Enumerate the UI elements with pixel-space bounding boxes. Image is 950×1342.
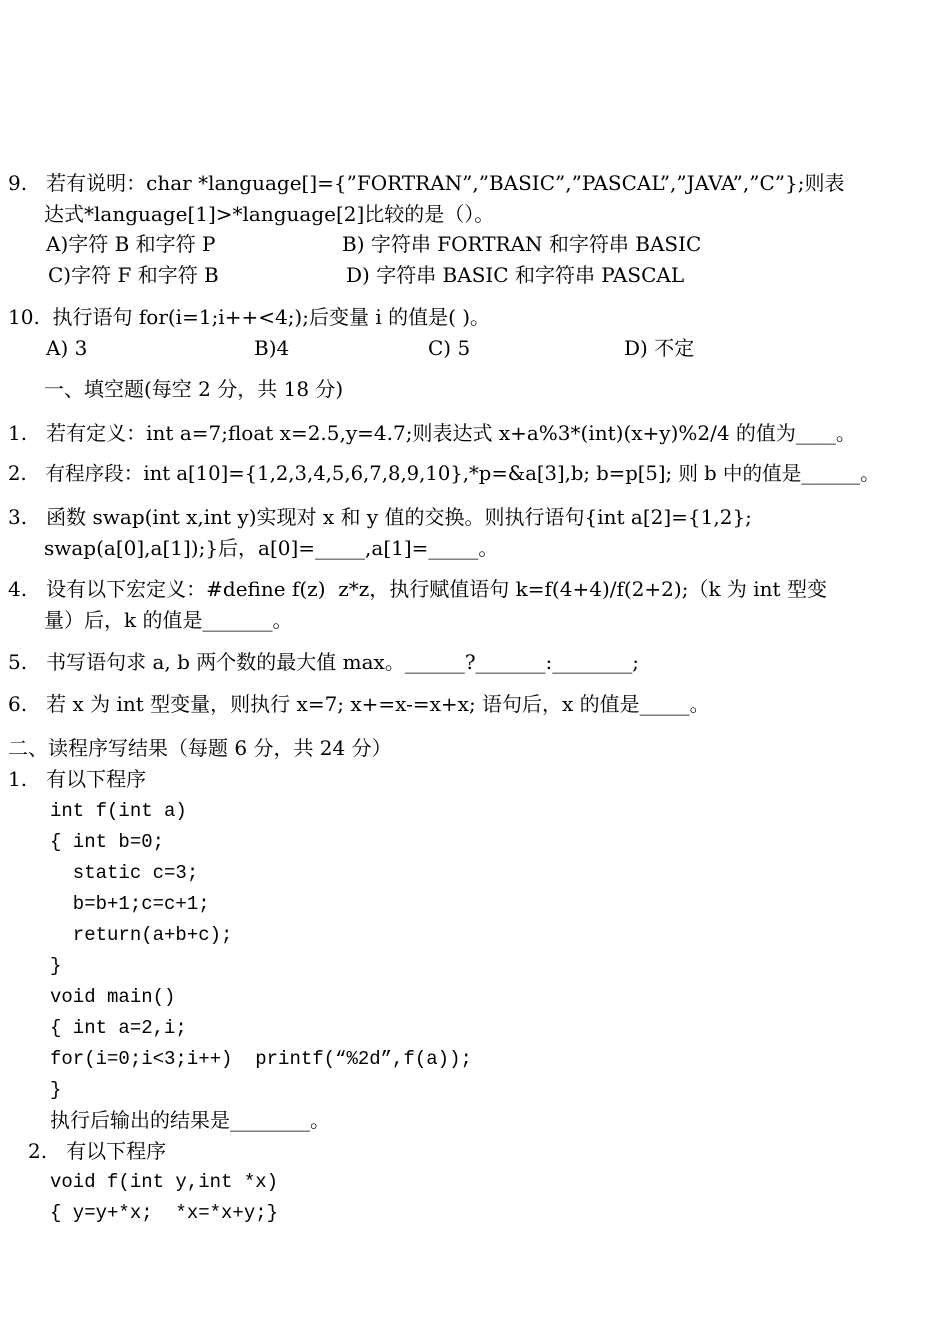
q10-option-a: A) 3 [46,336,88,360]
q9-option-c: C)字符 F 和字符 B [48,263,219,287]
q9-line1: 9. 若有说明：char *language[]={”FORTRAN”,”BASIC”,”PASCAL”,”JAVA”,”C”};则表 [8,171,845,195]
code-line: void main() [50,986,176,1008]
s2-program-1-question: 执行后输出的结果是________。 [50,1108,330,1132]
code-line: } [50,1079,62,1101]
code-line: { y=y+*x; *x=*x+y;} [50,1202,279,1224]
code-line: void f(int y,int *x) [50,1171,279,1193]
s2-program-1-heading: 1. 有以下程序 [8,767,147,791]
s1-question-3-line2: swap(a[0],a[1]);}后，a[0]=_____,a[1]=_____。 [44,536,499,560]
code-line: int f(int a) [50,800,187,822]
code-line: b=b+1;c=c+1; [50,893,210,915]
q10-option-d: D) 不定 [624,336,695,360]
q10-line1: 10. 执行语句 for(i=1;i++<4;);后变量 i 的值是( )。 [8,305,491,329]
s1-question-5: 5. 书写语句求 a, b 两个数的最大值 max。______?_______:________; [8,650,640,674]
s1-question-6: 6. 若 x 为 int 型变量，则执行 x=7; x+=x-=x+x; 语句后，x 的值是_____。 [8,692,710,716]
section2-title: 二、读程序写结果（每题 6 分，共 24 分） [8,736,392,760]
s1-question-4-line2: 量）后，k 的值是_______。 [44,608,293,632]
q9-option-a: A)字符 B 和字符 P [46,232,216,256]
code-line: { int a=2,i; [50,1017,187,1039]
s2-program-2-heading: 2. 有以下程序 [28,1139,167,1163]
s1-question-1: 1. 若有定义：int a=7;float x=2.5,y=4.7;则表达式 x+a%3*(int)(x+y)%2/4 的值为____。 [8,421,856,445]
code-line: return(a+b+c); [50,924,233,946]
section1-title: 一、填空题(每空 2 分，共 18 分) [44,377,344,401]
q10-option-c: C) 5 [428,336,471,360]
s1-question-3-line1: 3. 函数 swap(int x,int y)实现对 x 和 y 值的交换。则执行语句{int a[2]={1,2}; [8,505,752,529]
code-line: for(i=0;i<3;i++) printf(“%2d”,f(a)); [50,1048,472,1070]
code-line: static c=3; [50,862,199,884]
q9-line2: 达式*language[1]>*language[2]比较的是（）。 [44,202,495,226]
code-line: { int b=0; [50,831,165,853]
code-line: } [50,955,62,977]
q9-option-b: B) 字符串 FORTRAN 和字符串 BASIC [342,232,702,256]
s1-question-4-line1: 4. 设有以下宏定义：#define f(z) z*z，执行赋值语句 k=f(4+4)/f(2+2);（k 为 int 型变 [8,577,827,601]
s1-question-2: 2. 有程序段：int a[10]={1,2,3,4,5,6,7,8,9,10},*p=&a[3],b; b=p[5]; 则 b 中的值是______。 [8,462,880,485]
q9-option-d: D) 字符串 BASIC 和字符串 PASCAL [346,263,685,287]
q10-option-b: B)4 [254,336,290,360]
